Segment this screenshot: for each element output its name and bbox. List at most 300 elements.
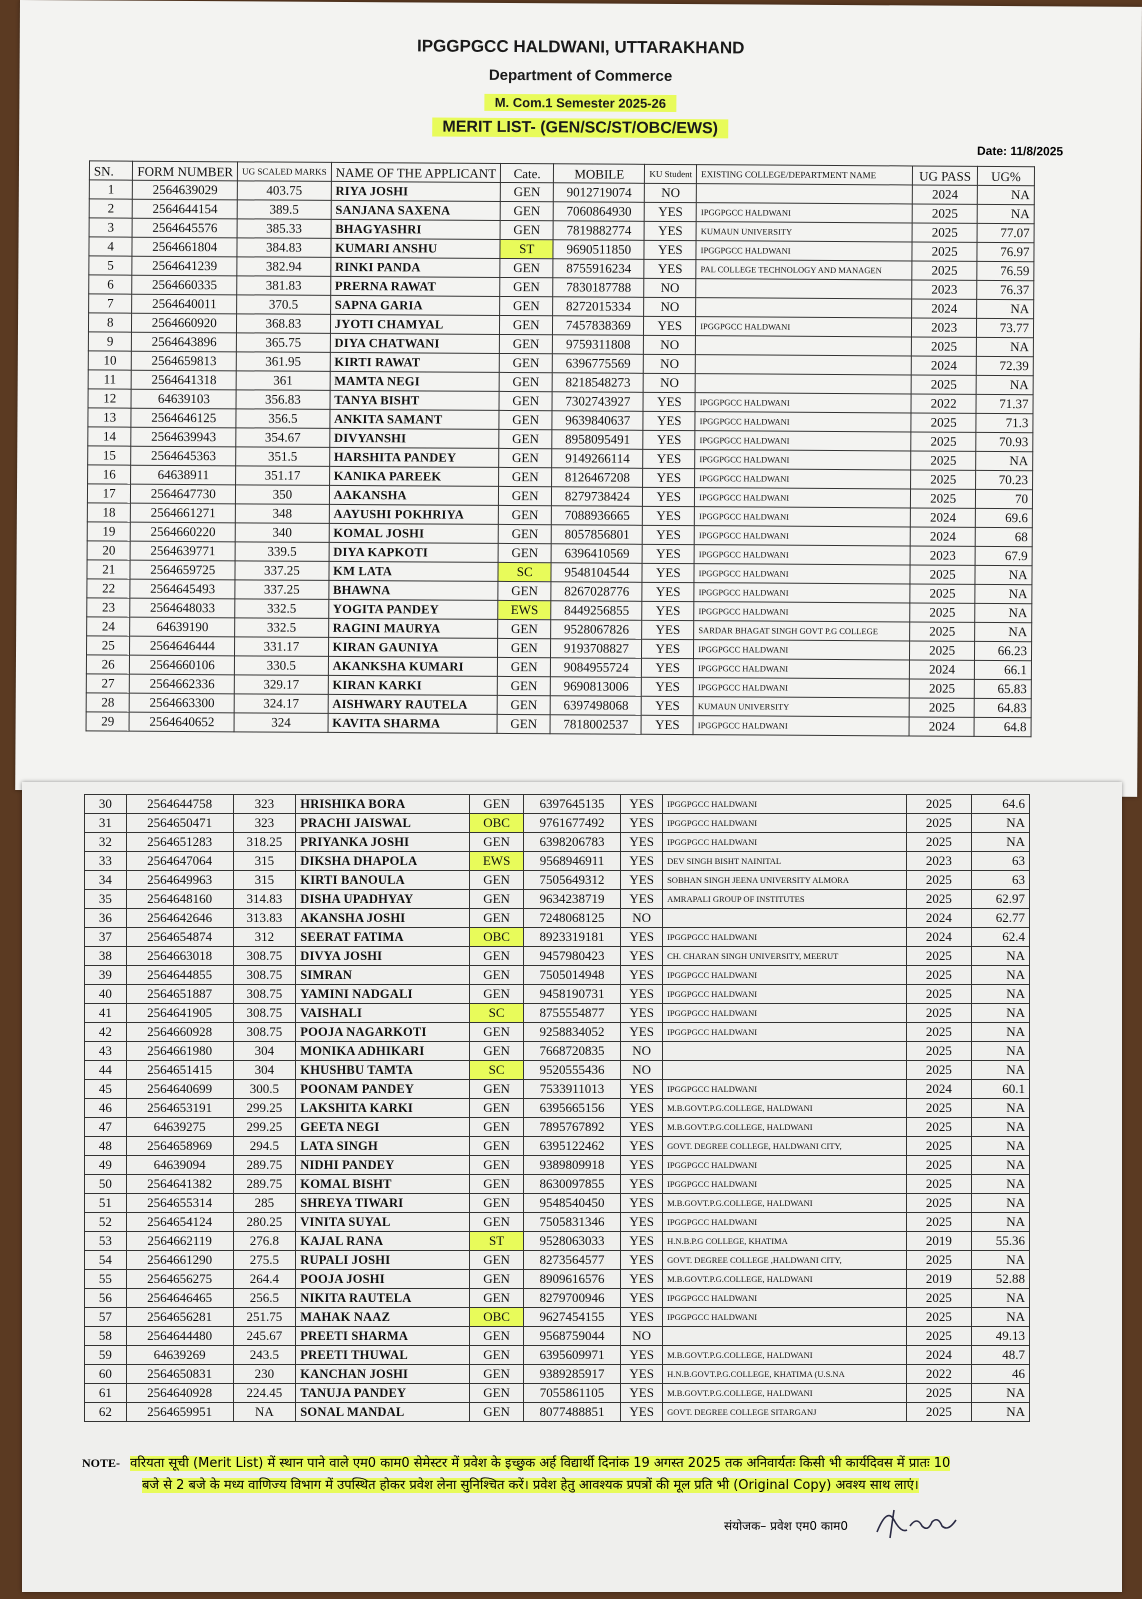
applicant-name-cell: DIYA KAPKOTI [329, 542, 499, 562]
mobile-cell: 9690511850 [553, 240, 644, 260]
category-cell: EWS [498, 600, 551, 619]
applicant-name-cell: DIYA CHATWANI [330, 333, 500, 353]
applicant-name-cell: KOMAL JOSHI [329, 523, 499, 543]
ug-pass-cell: 2025 [912, 261, 977, 280]
ug-marks-cell: 337.25 [235, 561, 329, 581]
existing-college-cell: IPGGPGCC HALDWANI [694, 659, 910, 679]
merit-list-title: MERIT LIST- (GEN/SC/ST/OBC/EWS) [432, 118, 728, 139]
table-row [85, 1118, 1030, 1137]
ug-percent-cell: NA [971, 1137, 1029, 1156]
sn-cell: 43 [85, 1042, 127, 1061]
ug-percent-cell: 62.77 [971, 909, 1029, 928]
ug-percent-cell: 63 [971, 871, 1029, 890]
mobile-cell: 7060864930 [553, 202, 644, 222]
ug-pass-cell: 2025 [912, 242, 977, 261]
mobile-cell: 7895767892 [523, 1118, 621, 1137]
applicant-name-cell: VAISHALI [296, 1004, 470, 1023]
applicant-name-cell: PREETI THUWAL [296, 1346, 470, 1365]
sn-cell: 21 [87, 560, 131, 579]
table-row [85, 1156, 1030, 1175]
category-cell: SC [470, 1004, 523, 1023]
table-row [85, 1403, 1030, 1422]
sn-cell: 36 [85, 909, 127, 928]
category-cell: GEN [497, 676, 550, 695]
ku-student-cell: YES [642, 601, 694, 620]
form-number-cell: 64639275 [126, 1118, 233, 1137]
table-row [85, 1213, 1030, 1232]
form-number-cell: 2564648160 [126, 890, 233, 909]
ug-marks-cell: 332.5 [235, 599, 329, 619]
table-row [85, 1289, 1030, 1308]
mobile-cell: 9548104544 [551, 563, 642, 583]
sn-cell: 12 [88, 389, 132, 408]
form-number-cell: 2564651283 [126, 833, 233, 852]
ku-student-cell: YES [621, 1365, 663, 1384]
ug-marks-cell: 300.5 [233, 1080, 296, 1099]
sn-cell: 27 [86, 674, 130, 693]
ug-marks-cell: 337.25 [235, 580, 329, 600]
ug-marks-cell: 361 [236, 371, 330, 391]
ug-percent-cell: NA [971, 1099, 1029, 1118]
ku-student-cell: YES [641, 715, 693, 734]
form-number-cell: 2564644758 [126, 795, 233, 814]
ug-percent-cell: 48.7 [971, 1346, 1029, 1365]
merit-table-page-1 [86, 160, 1035, 737]
table-row [85, 1251, 1030, 1270]
ug-percent-cell: NA [977, 204, 1034, 223]
ug-marks-cell: 384.83 [237, 238, 331, 258]
ug-percent-cell: NA [971, 966, 1029, 985]
ku-student-cell: YES [621, 871, 663, 890]
ug-percent-cell: 70.23 [975, 470, 1032, 489]
applicant-name-cell: KIRAN KARKI [328, 675, 498, 695]
ku-student-cell: YES [621, 1308, 663, 1327]
sn-cell: 59 [85, 1346, 127, 1365]
sn-cell: 48 [85, 1137, 127, 1156]
ug-pass-cell: 2024 [906, 1346, 971, 1365]
ug-pass-cell: 2019 [906, 1232, 971, 1251]
category-cell: GEN [470, 1042, 523, 1061]
col-applicant-name: NAME OF THE APPLICANT [331, 162, 501, 182]
ug-marks-cell: 403.75 [237, 181, 331, 201]
category-cell: GEN [470, 1118, 523, 1137]
table-row [85, 852, 1030, 871]
existing-college-cell: IPGGPGCC HALDWANI [663, 1308, 907, 1327]
sn-cell: 53 [85, 1232, 127, 1251]
mobile-cell: 9634238719 [523, 890, 621, 909]
existing-college-cell [695, 374, 911, 394]
form-number-cell: 2564645493 [130, 579, 235, 599]
existing-college-cell: IPGGPGCC HALDWANI [663, 814, 907, 833]
applicant-name-cell: MAMTA NEGI [330, 371, 500, 391]
ug-pass-cell: 2025 [906, 833, 971, 852]
mobile-cell: 6398206783 [523, 833, 621, 852]
mobile-cell: 9389285917 [523, 1365, 621, 1384]
applicant-name-cell: KAVITA SHARMA [328, 713, 498, 733]
col-ug-pass: UG PASS [913, 166, 978, 185]
mobile-cell: 8273564577 [523, 1251, 621, 1270]
form-number-cell: 2564654124 [126, 1213, 233, 1232]
existing-college-cell: PAL COLLEGE TECHNOLOGY AND MANAGEN [696, 260, 912, 280]
applicant-name-cell: TANYA BISHT [330, 390, 500, 410]
ug-percent-cell: 62.4 [971, 928, 1029, 947]
ug-marks-cell: 350 [236, 485, 330, 505]
mobile-cell: 6395122462 [523, 1137, 621, 1156]
table-row [85, 795, 1030, 814]
ku-student-cell: YES [643, 468, 695, 487]
mobile-cell: 7533911013 [523, 1080, 621, 1099]
form-number-cell: 2564660928 [126, 1023, 233, 1042]
ku-student-cell: YES [621, 1251, 663, 1270]
applicant-name-cell: PRIYANKA JOSHI [296, 833, 470, 852]
existing-college-cell: IPGGPGCC HALDWANI [694, 640, 910, 660]
col-mobile: MOBILE [554, 164, 645, 184]
existing-college-cell: IPGGPGCC HALDWANI [663, 1156, 907, 1175]
ug-percent-cell: NA [971, 1213, 1029, 1232]
ug-percent-cell: 71.37 [976, 394, 1033, 413]
existing-college-cell [696, 336, 912, 356]
applicant-name-cell: SIMRAN [296, 966, 470, 985]
mobile-cell: 9548540450 [523, 1194, 621, 1213]
ug-pass-cell: 2025 [906, 814, 971, 833]
existing-college-cell: M.B.GOVT.P.G.COLLEGE, HALDWANI [663, 1099, 907, 1118]
existing-college-cell: IPGGPGCC HALDWANI [695, 412, 911, 432]
table-row [85, 1232, 1030, 1251]
form-number-cell: 2564651887 [126, 985, 233, 1004]
applicant-name-cell: RAGINI MAURYA [328, 618, 498, 638]
sn-cell: 17 [87, 484, 131, 503]
table-row [85, 1023, 1030, 1042]
sn-cell: 24 [87, 617, 131, 636]
sn-cell: 42 [85, 1023, 127, 1042]
category-cell: GEN [470, 1384, 523, 1403]
sn-cell: 58 [85, 1327, 127, 1346]
applicant-name-cell: HRISHIKA BORA [296, 795, 470, 814]
table-row [85, 966, 1030, 985]
form-number-cell: 2564639943 [131, 427, 236, 447]
mobile-cell: 8958095491 [552, 430, 643, 450]
sn-cell: 61 [85, 1384, 127, 1403]
ku-student-cell: YES [643, 525, 695, 544]
form-number-cell: 2564660220 [131, 522, 236, 542]
mobile-cell: 8077488851 [523, 1403, 621, 1422]
applicant-name-cell: GEETA NEGI [296, 1118, 470, 1137]
ug-marks-cell: 264.4 [233, 1270, 296, 1289]
form-number-cell: 2564645576 [132, 218, 237, 238]
applicant-name-cell: BHAWNA [329, 580, 499, 600]
mobile-cell: 9639840637 [552, 411, 643, 431]
existing-college-cell: H.N.B.P.G COLLEGE, KHATIMA [663, 1232, 907, 1251]
table-row [85, 814, 1030, 833]
sn-cell: 4 [89, 237, 133, 256]
ug-percent-cell: 49.13 [971, 1327, 1029, 1346]
ug-pass-cell: 2025 [911, 489, 976, 508]
ku-student-cell: YES [621, 1403, 663, 1422]
sn-cell: 7 [89, 294, 133, 313]
ug-marks-cell: 251.75 [233, 1308, 296, 1327]
sn-cell: 11 [88, 370, 132, 389]
existing-college-cell: IPGGPGCC HALDWANI [663, 928, 907, 947]
form-number-cell: 2564641905 [126, 1004, 233, 1023]
ug-pass-cell: 2025 [906, 1194, 971, 1213]
category-cell: GEN [470, 1403, 523, 1422]
mobile-cell: 6396410569 [551, 544, 642, 564]
existing-college-cell: IPGGPGCC HALDWANI [693, 716, 909, 736]
category-cell: GEN [470, 1270, 523, 1289]
form-number-cell: 2564639029 [133, 180, 238, 200]
ug-pass-cell: 2025 [906, 1118, 971, 1137]
existing-college-cell [663, 1327, 907, 1346]
ug-percent-cell: NA [971, 1118, 1029, 1137]
ku-student-cell: YES [621, 1346, 663, 1365]
ku-student-cell: YES [642, 620, 694, 639]
form-number-cell: 2564651415 [126, 1061, 233, 1080]
existing-college-cell [663, 1042, 907, 1061]
ku-student-cell: YES [642, 696, 694, 715]
existing-college-cell: KUMAUN UNIVERSITY [693, 697, 909, 717]
ug-pass-cell: 2025 [906, 1099, 971, 1118]
existing-college-cell: IPGGPGCC HALDWANI [694, 602, 910, 622]
existing-college-cell: IPGGPGCC HALDWANI [663, 966, 907, 985]
ug-percent-cell: NA [971, 1004, 1029, 1023]
admission-note [82, 1452, 1042, 1497]
category-cell: GEN [470, 890, 523, 909]
category-cell: GEN [470, 1137, 523, 1156]
form-number-cell: 2564640011 [132, 294, 237, 314]
ug-percent-cell: 72.39 [976, 356, 1033, 375]
category-cell: GEN [500, 277, 553, 296]
ug-pass-cell: 2024 [910, 660, 975, 679]
ku-student-cell: NO [621, 1327, 663, 1346]
sn-cell: 19 [87, 522, 131, 541]
ug-marks-cell: 356.5 [236, 409, 330, 429]
form-number-cell: 2564640928 [126, 1384, 233, 1403]
ug-percent-cell: NA [976, 375, 1033, 394]
ug-percent-cell: NA [971, 1042, 1029, 1061]
ug-pass-cell: 2024 [912, 356, 977, 375]
ug-percent-cell: 69.6 [975, 508, 1032, 527]
form-number-cell: 2564663300 [130, 693, 235, 713]
sn-cell: 60 [85, 1365, 127, 1384]
existing-college-cell [696, 279, 912, 299]
sn-cell: 25 [87, 636, 131, 655]
form-number-cell: 2564655314 [126, 1194, 233, 1213]
ug-marks-cell: 275.5 [233, 1251, 296, 1270]
existing-college-cell: SARDAR BHAGAT SINGH GOVT P.G COLLEGE [694, 621, 910, 641]
ug-percent-cell: NA [971, 833, 1029, 852]
ug-percent-cell: 62.97 [971, 890, 1029, 909]
ug-pass-cell: 2025 [911, 470, 976, 489]
form-number-cell: 64638911 [131, 465, 236, 485]
applicant-name-cell: HARSHITA PANDEY [329, 447, 499, 467]
existing-college-cell: IPGGPGCC HALDWANI [695, 431, 911, 451]
mobile-cell: 9149266114 [552, 449, 643, 469]
ug-marks-cell: 351.5 [236, 447, 330, 467]
merit-table-page-2 [84, 794, 1030, 1422]
form-number-cell: 2564661290 [126, 1251, 233, 1270]
ku-student-cell: YES [643, 430, 695, 449]
applicant-name-cell: YOGITA PANDEY [328, 599, 498, 619]
applicant-name-cell: POONAM PANDEY [296, 1080, 470, 1099]
sn-cell: 15 [88, 446, 132, 465]
table-row [85, 1061, 1030, 1080]
category-cell: GEN [499, 353, 552, 372]
ug-pass-cell: 2025 [906, 1175, 971, 1194]
ug-pass-cell: 2025 [906, 1251, 971, 1270]
applicant-name-cell: KIRTI BANOULA [296, 871, 470, 890]
applicant-name-cell: AISHWARY RAUTELA [328, 694, 498, 714]
ug-pass-cell: 2025 [910, 641, 975, 660]
ug-percent-cell: 70 [975, 489, 1032, 508]
category-cell: GEN [470, 1194, 523, 1213]
category-cell: GEN [470, 1251, 523, 1270]
mobile-cell: 9458190731 [523, 985, 621, 1004]
mobile-cell: 9690813006 [551, 677, 642, 697]
ku-student-cell: YES [621, 852, 663, 871]
ug-percent-cell: 55.36 [971, 1232, 1029, 1251]
mobile-cell: 7818002537 [550, 715, 641, 735]
existing-college-cell: SOBHAN SINGH JEENA UNIVERSITY ALMORA [663, 871, 907, 890]
ku-student-cell: YES [621, 1099, 663, 1118]
form-number-cell: 2564659951 [126, 1403, 233, 1422]
ku-student-cell: YES [642, 658, 694, 677]
mobile-cell: 9258834052 [523, 1023, 621, 1042]
ug-pass-cell: 2025 [906, 1403, 971, 1422]
ku-student-cell: YES [621, 890, 663, 909]
ku-student-cell: YES [644, 259, 696, 278]
ug-marks-cell: 315 [233, 852, 296, 871]
ug-percent-cell: 65.83 [974, 679, 1031, 698]
ug-percent-cell: NA [971, 1403, 1029, 1422]
ug-pass-cell: 2025 [906, 890, 971, 909]
form-number-cell: 2564646444 [130, 636, 235, 656]
ug-pass-cell: 2023 [906, 852, 971, 871]
applicant-name-cell: KIRTI RAWAT [330, 352, 500, 372]
category-cell: OBC [470, 814, 523, 833]
ug-marks-cell: 308.75 [233, 1023, 296, 1042]
ku-student-cell: YES [642, 563, 694, 582]
ug-percent-cell: NA [971, 1289, 1029, 1308]
ug-pass-cell: 2025 [906, 1042, 971, 1061]
ku-student-cell: YES [621, 1213, 663, 1232]
sn-cell: 18 [87, 503, 131, 522]
ug-pass-cell: 2025 [911, 413, 976, 432]
category-cell: SC [470, 1061, 523, 1080]
sn-cell: 23 [87, 598, 131, 617]
category-cell: GEN [498, 581, 551, 600]
category-cell: GEN [499, 391, 552, 410]
table-row [85, 1327, 1030, 1346]
applicant-name-cell: TANUJA PANDEY [296, 1384, 470, 1403]
existing-college-cell: IPGGPGCC HALDWANI [696, 317, 912, 337]
ug-marks-cell: 243.5 [233, 1346, 296, 1365]
ug-pass-cell: 2025 [911, 375, 976, 394]
ug-marks-cell: 315 [233, 871, 296, 890]
table-row [85, 985, 1030, 1004]
ug-pass-cell: 2024 [909, 717, 974, 736]
mobile-cell: 9012719074 [554, 183, 645, 203]
existing-college-cell: AMRAPALI GROUP OF INSTITUTES [663, 890, 907, 909]
form-number-cell: 2564642646 [126, 909, 233, 928]
category-cell: GEN [499, 372, 552, 391]
applicant-name-cell: DIKSHA DHAPOLA [296, 852, 470, 871]
ug-pass-cell: 2025 [906, 1004, 971, 1023]
mobile-cell: 9193708827 [551, 639, 642, 659]
ug-pass-cell: 2025 [906, 1156, 971, 1175]
ug-marks-cell: 313.83 [233, 909, 296, 928]
ug-pass-cell: 2025 [910, 679, 975, 698]
ug-percent-cell: 76.97 [977, 242, 1034, 261]
form-number-cell: 2564661980 [126, 1042, 233, 1061]
ug-percent-cell: NA [971, 947, 1029, 966]
category-cell: GEN [498, 505, 551, 524]
category-cell: GEN [470, 1156, 523, 1175]
form-number-cell: 2564640652 [129, 712, 234, 732]
applicant-name-cell: KHUSHBU TAMTA [296, 1061, 470, 1080]
ug-marks-cell: 340 [235, 523, 329, 543]
ug-pass-cell: 2024 [913, 185, 978, 204]
ug-pass-cell: 2025 [906, 1289, 971, 1308]
note-line-2: बजे से 2 बजे के मध्य वाणिज्य विभाग में उपस्थित होकर प्रवेश लेना सुनिश्चित करें। प्रवेश हेतु आवश्यक प्रपत्रों की मूल प्रति भी (Original Copy) अवश्य साथ लाएं। [142, 1478, 919, 1493]
signatory-label: संयोजक– प्रवेश एम0 काम0 [724, 1519, 848, 1533]
applicant-name-cell: SANJANA SAXENA [331, 200, 501, 220]
sn-cell: 34 [85, 871, 127, 890]
mobile-cell: 6396775569 [553, 354, 644, 374]
ku-student-cell: YES [644, 240, 696, 259]
existing-college-cell: IPGGPGCC HALDWANI [695, 393, 911, 413]
table-row [85, 1308, 1030, 1327]
sn-cell: 38 [85, 947, 127, 966]
applicant-name-cell: KIRAN GAUNIYA [328, 637, 498, 657]
existing-college-cell: IPGGPGCC HALDWANI [663, 1289, 907, 1308]
category-cell: GEN [499, 410, 552, 429]
ug-pass-cell: 2025 [906, 1023, 971, 1042]
existing-college-cell: GOVT. DEGREE COLLEGE, HALDWANI CITY, [663, 1137, 907, 1156]
ug-pass-cell: 2023 [912, 280, 977, 299]
ku-student-cell: NO [644, 354, 696, 373]
sn-cell: 1 [89, 180, 133, 199]
form-number-cell: 2564660335 [132, 275, 237, 295]
mobile-cell: 7830187788 [553, 278, 644, 298]
ug-marks-cell: 385.33 [237, 219, 331, 239]
table-row [85, 1175, 1030, 1194]
ug-marks-cell: 351.17 [236, 466, 330, 486]
ug-marks-cell: 332.5 [235, 618, 329, 638]
ug-marks-cell: 245.67 [233, 1327, 296, 1346]
ug-percent-cell: 73.77 [976, 318, 1033, 337]
category-cell: GEN [470, 966, 523, 985]
mobile-cell: 7505831346 [523, 1213, 621, 1232]
category-cell: GEN [497, 695, 550, 714]
sn-cell: 47 [85, 1118, 127, 1137]
ug-pass-cell: 2024 [906, 909, 971, 928]
table-row [85, 1384, 1030, 1403]
sn-cell: 32 [85, 833, 127, 852]
applicant-name-cell: PRACHI JAISWAL [296, 814, 470, 833]
category-cell: GEN [470, 871, 523, 890]
existing-college-cell [696, 184, 912, 204]
sn-cell: 8 [88, 313, 132, 332]
ug-pass-cell: 2024 [911, 508, 976, 527]
ug-percent-cell: 63 [971, 852, 1029, 871]
ug-marks-cell: 230 [233, 1365, 296, 1384]
form-number-cell: 2564644154 [133, 199, 238, 219]
sn-cell: 50 [85, 1175, 127, 1194]
form-number-cell: 2564643896 [132, 332, 237, 352]
ku-student-cell: YES [621, 1232, 663, 1251]
sn-cell: 41 [85, 1004, 127, 1023]
sn-cell: 6 [89, 275, 133, 294]
